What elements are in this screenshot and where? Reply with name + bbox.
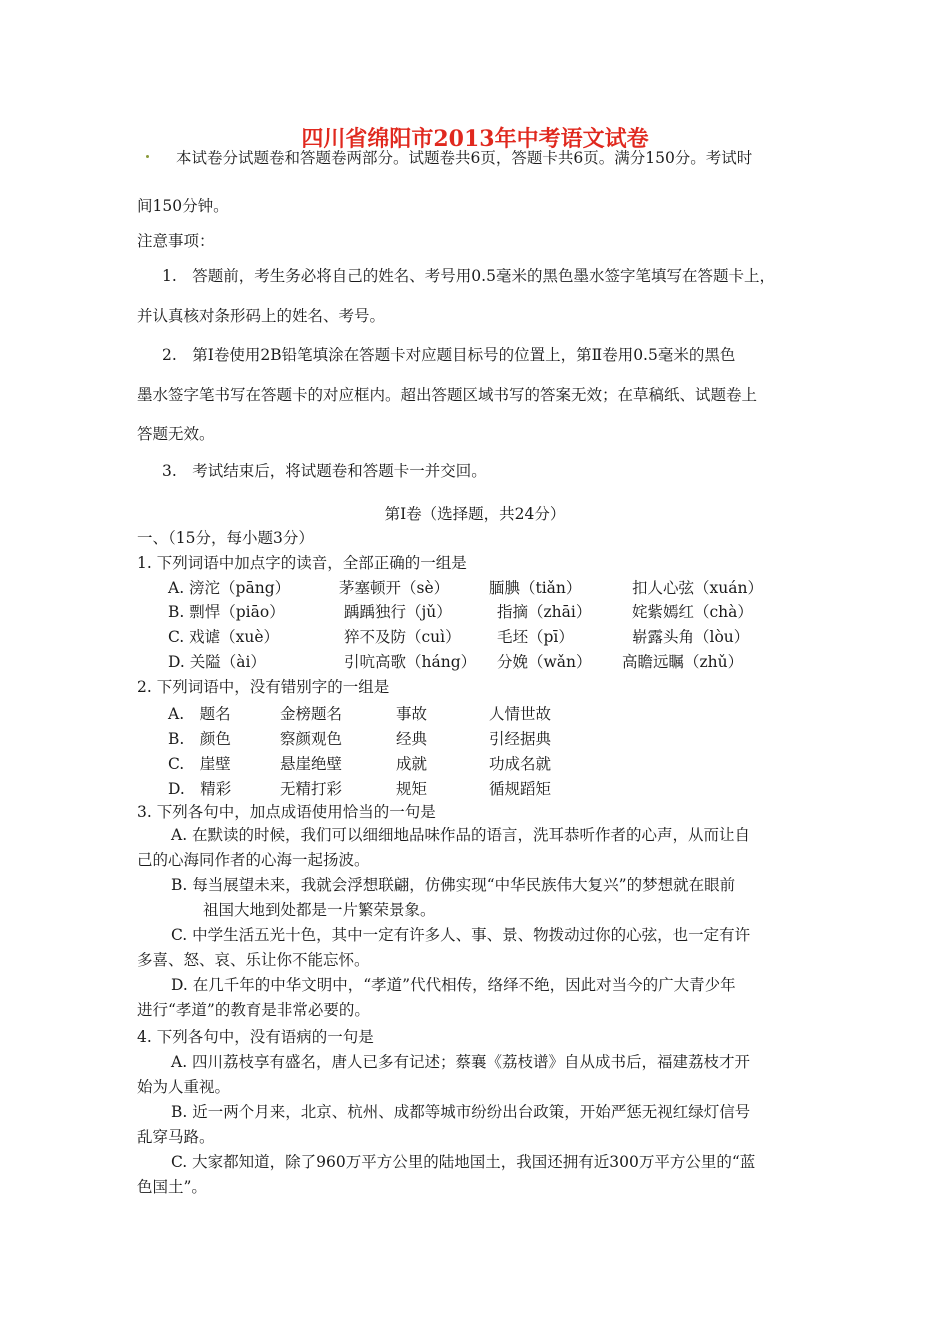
q2-c-4: 功成名就 [489, 755, 552, 773]
q1-a-3: 腼腆（tiǎn） [489, 579, 582, 597]
q1-b-2: 踽踽独行（jǔ） [344, 603, 452, 621]
q1-c-4: 崭露头角（lòu） [632, 628, 750, 646]
q3-d-line1: D. 在几千年的中华文明中，“孝道”代代相传，络绎不绝，因此对当今的广大青少年 [171, 976, 736, 994]
note-2a: 2. 第Ⅰ卷使用2B铅笔填涂在答题卡对应题目标号的位置上，第Ⅱ卷用0.5毫米的黑色 [162, 346, 736, 364]
q4-b-line1: B. 近一两个月来，北京、杭州、成都等城市纷纷出台政策，开始严惩无视红绿灯信号 [171, 1103, 751, 1121]
q2-c-1: C. 崖壁 [168, 755, 231, 773]
note-1b: 并认真核对条形码上的姓名、考号。 [137, 307, 386, 325]
q2-d-1: D. 精彩 [168, 780, 232, 798]
notes-heading: 注意事项： [137, 232, 215, 250]
q2-b-3: 经典 [396, 730, 428, 748]
q2-a-3: 事故 [396, 705, 428, 723]
q1-a-4: 扣人心弦（xuán） [632, 579, 763, 597]
q1-d-1: D. 关隘（ài） [168, 653, 266, 671]
intro-line-2: 间150分钟。 [137, 197, 229, 215]
q3-stem: 3. 下列各句中，加点成语使用恰当的一句是 [137, 803, 436, 821]
q1-stem: 1. 下列词语中加点字的读音，全部正确的一组是 [137, 554, 467, 572]
q4-a-line2: 始为人重视。 [137, 1078, 231, 1096]
q4-c-line2: 色国土”。 [137, 1178, 207, 1196]
q1-a-1: A. 滂沱（pāng） [168, 579, 291, 597]
q2-a-2: 金榜题名 [280, 705, 343, 723]
q3-c-line2: 多喜、怒、哀、乐让你不能忘怀。 [137, 951, 370, 969]
q1-a-2: 茅塞顿开（sè） [339, 579, 450, 597]
q3-a-line2: 己的心海同作者的心海一起扬波。 [137, 851, 370, 869]
section-heading: 第Ⅰ卷（选择题，共24分） [384, 505, 566, 523]
q2-b-1: B. 颜色 [168, 730, 231, 748]
q4-c-line1: C. 大家都知道，除了960万平方公里的陆地国土，我国还拥有近300万平方公里的“蓝 [171, 1153, 756, 1171]
q2-b-2: 察颜观色 [280, 730, 343, 748]
intro-line-1: 本试卷分试题卷和答题卷两部分。试题卷共6页，答题卡共6页。满分150分。考试时 [176, 149, 753, 167]
q2-stem: 2. 下列词语中，没有错别字的一组是 [137, 678, 390, 696]
q3-b-line2: 祖国大地到处都是一片繁荣景象。 [203, 901, 436, 919]
bullet-mark [146, 155, 149, 158]
q3-a-line1: A. 在默读的时候，我们可以细细地品味作品的语言，洗耳恭听作者的心声，从而让自 [171, 826, 751, 844]
q3-c-line1: C. 中学生活五光十色，其中一定有许多人、事、景、物拨动过你的心弦，也一定有许 [171, 926, 751, 944]
note-3: 3. 考试结束后，将试题卷和答题卡一并交回。 [162, 462, 487, 480]
q2-d-2: 无精打彩 [280, 780, 343, 798]
note-2b: 墨水签字笔书写在答题卡的对应框内。超出答题区域书写的答案无效；在草稿纸、试题卷上 [137, 386, 758, 404]
q2-a-4: 人情世故 [489, 705, 552, 723]
note-2c: 答题无效。 [137, 425, 215, 443]
part-heading: 一、（15分，每小题3分） [137, 529, 314, 547]
page-title: 四川省绵阳市2013年中考语文试卷 [301, 126, 649, 152]
q3-b-line1: B. 每当展望未来，我就会浮想联翩，仿佛实现“中华民族伟大复兴”的梦想就在眼前 [171, 876, 736, 894]
q2-c-3: 成就 [396, 755, 428, 773]
q1-b-4: 姹紫嫣红（chà） [632, 603, 753, 621]
q2-c-2: 悬崖绝壁 [280, 755, 343, 773]
q3-d-line2: 进行“孝道”的教育是非常必要的。 [137, 1001, 370, 1019]
q1-d-2: 引吭高歌（háng） [344, 653, 477, 671]
q4-a-line1: A. 四川荔枝享有盛名，唐人已多有记述；蔡襄《荔枝谱》自从成书后，福建荔枝才开 [171, 1053, 751, 1071]
note-1a: 1. 答题前，考生务必将自己的姓名、考号用0.5毫米的黑色墨水签字笔填写在答题卡上， [162, 267, 775, 285]
q2-d-3: 规矩 [396, 780, 428, 798]
q1-c-3: 毛坯（pī） [497, 628, 574, 646]
q2-b-4: 引经据典 [489, 730, 552, 748]
q2-d-4: 循规蹈矩 [489, 780, 552, 798]
q1-b-1: B. 剽悍（piāo） [168, 603, 285, 621]
q1-c-1: C. 戏谑（xuè） [168, 628, 280, 646]
q1-d-3: 分娩（wǎn） [497, 653, 592, 671]
q4-stem: 4. 下列各句中，没有语病的一句是 [137, 1028, 374, 1046]
q1-d-4: 高瞻远瞩（zhǔ） [622, 653, 744, 671]
q1-b-3: 指摘（zhāi） [497, 603, 592, 621]
q4-b-line2: 乱穿马路。 [137, 1128, 215, 1146]
q1-c-2: 猝不及防（cuì） [344, 628, 461, 646]
q2-a-1: A. 题名 [168, 705, 231, 723]
